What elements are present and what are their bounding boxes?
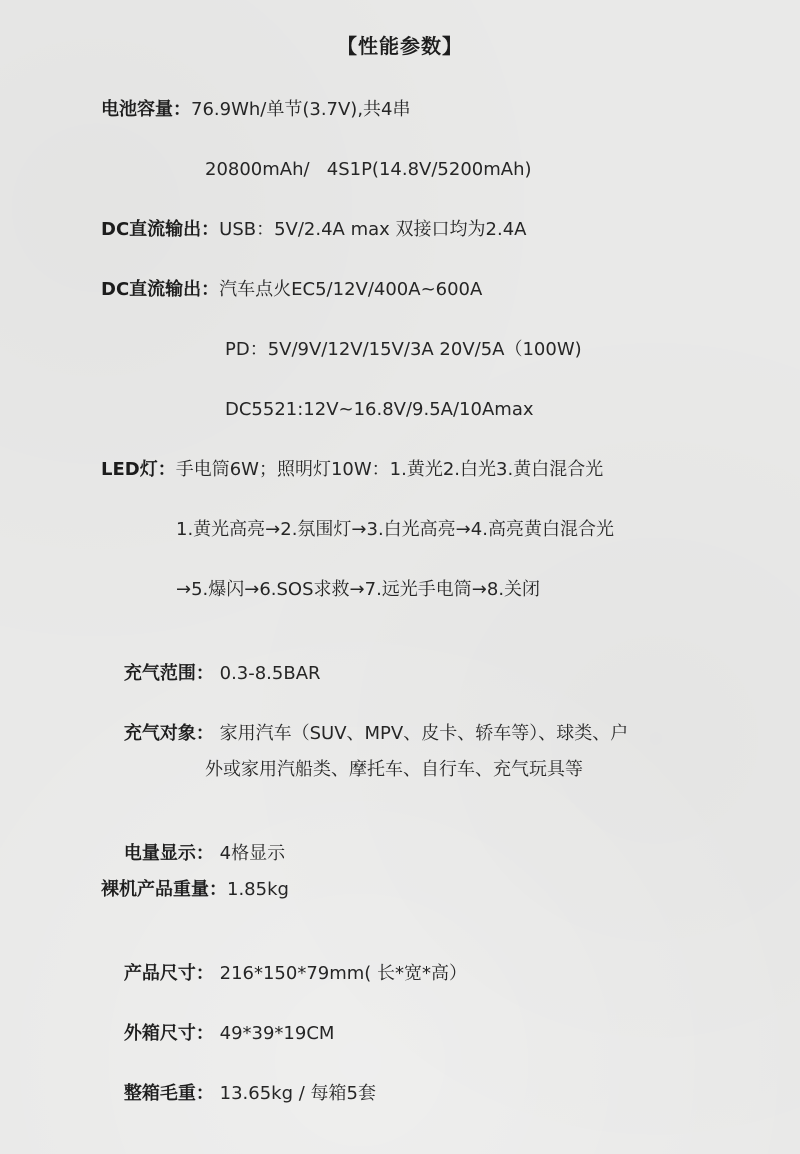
battery-display-value: 4格显示 (213, 843, 286, 864)
battery-continuation: 20800mAh/ 4S1P(14.8V/5200mAh) (205, 159, 532, 180)
battery-label: 电池容量： (101, 99, 191, 120)
gross-weight-row (101, 1058, 376, 1130)
net-weight-row (101, 878, 289, 902)
led-row (101, 458, 603, 482)
product-size-label: 产品尺寸： (123, 963, 214, 984)
led-modes-line-1: 1.黄光高亮→2.氛围灯→3.白光高亮→4.高亮黄白混合光 (176, 519, 614, 540)
dc-output-usb-label: DC直流输出： (101, 219, 220, 240)
battery-display-label: 电量显示： (123, 843, 214, 864)
led-value: 手电筒6W；照明灯10W：1.黄光2.白光3.黄白混合光 (175, 459, 604, 480)
carton-size-label: 外箱尺寸： (123, 1023, 214, 1044)
net-weight-label: 裸机产品重量： (101, 879, 227, 900)
battery-value: 76.9Wh/单节(3.7V),共4串 (191, 99, 411, 120)
net-weight-value: 1.85kg (227, 879, 289, 900)
dc-output-car-label: DC直流输出： (101, 279, 220, 300)
dc-output-car-value: 汽车点火EC5/12V/400A~600A (219, 279, 483, 300)
inflate-targets-continuation: 外或家用汽船类、摩托车、自行车、充气玩具等 (205, 759, 583, 780)
page-title: 【性能参数】 (337, 34, 463, 58)
pressure-label: 充气范围： (123, 663, 214, 684)
inflate-targets-value: 家用汽车（SUV、MPV、皮卡、轿车等）、球类、户 (213, 723, 629, 744)
gross-weight-value: 13.65kg / 每箱5套 (213, 1083, 376, 1104)
battery-row (101, 98, 411, 122)
product-size-value: 216*150*79mm( 长*宽*高） (213, 963, 468, 984)
gross-weight-label: 整箱毛重： (123, 1083, 214, 1104)
dc-output-dc5521-line: DC5521:12V~16.8V/9.5A/10Amax (225, 399, 534, 420)
dc-output-usb-row (101, 218, 526, 242)
dc-output-usb-value: USB：5V/2.4A max 双接口均为2.4A (219, 219, 527, 240)
dc-output-pd-line: PD：5V/9V/12V/15V/3A 20V/5A（100W) (225, 339, 582, 360)
led-label: LED灯： (101, 459, 176, 480)
led-modes-line-2: →5.爆闪→6.SOS求救→7.远光手电筒→8.关闭 (176, 579, 541, 600)
pressure-value: 0.3-8.5BAR (213, 663, 321, 684)
dc-output-car-row (101, 278, 482, 302)
inflate-targets-label: 充气对象： (123, 723, 214, 744)
carton-size-value: 49*39*19CM (213, 1023, 335, 1044)
